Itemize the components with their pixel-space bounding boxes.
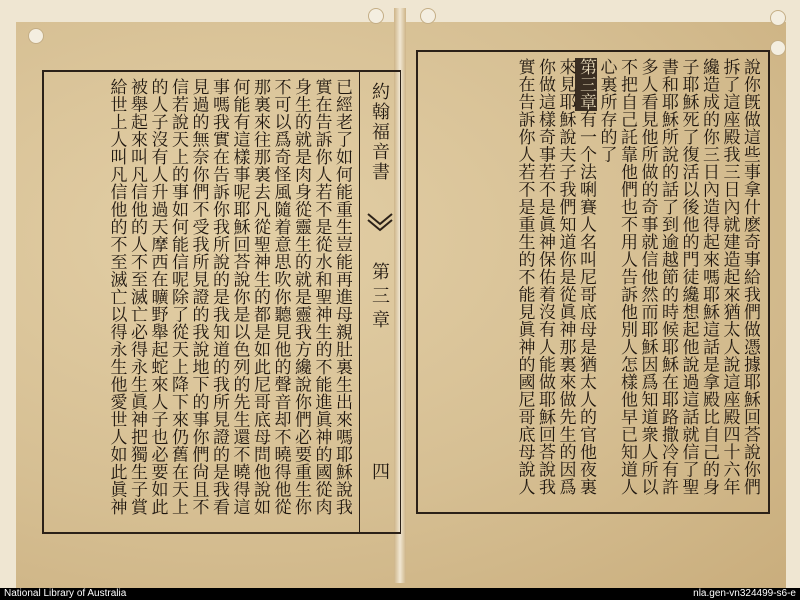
text-column: 的人子沒有人升過天摩西在曠野舉起蛇來人子也必要如此 [147,78,168,516]
text-column: 給世上人叫凡信他的不至滅亡以得永生他愛世人如此眞神 [106,78,127,516]
text-segment: 有一个法唎賽人名叫尼哥底母是猶太人的官他夜裏 [576,110,596,496]
text-column: 心裏所存的了 [596,58,617,163]
text-column: 子耶穌死了復活以後他的門徒纔想起他說過這話就信了聖 [678,58,699,496]
text-column [576,58,597,506]
binding-hole [28,28,44,44]
text-column: 信若說天上的事如何能信呢除了從天上降下來仍舊在天上 [168,78,188,516]
left-page [42,70,401,534]
binding-hole [420,8,436,24]
footer-bar [0,588,800,600]
page-number: 四 [369,462,390,482]
text-column: 來見耶穌說夫子我們知道你是從眞神那裏來做先生的因爲 [555,58,576,496]
fishtail-ornament-icon [366,212,394,234]
text-column: 被舉起來叫凡信他的人不至滅亡必得永生眞神把獨生子賞 [127,78,147,516]
text-column: 纔造成的你三日內造得起來嗎耶穌這話是拿殿比自己的身 [699,58,719,496]
footer-right-text: nla.gen-vn324499-s6-e [693,588,796,599]
text-column: 你做這樣奇事若不是眞神保佑着沒有人能做耶穌回荅說我 [535,58,555,496]
left-page-text [52,78,352,526]
right-page [416,50,770,514]
text-column: 不把自己託靠他們也不用人告訴他別人怎樣他早已知道人 [617,58,637,496]
text-column: 那裏來往那裏去凡從聖神生的都是如此尼哥底母問他說如 [250,78,270,516]
center-title-column [359,72,400,532]
text-column: 拆了這座殿我三日內就建造起來猶太人說這座殿四十六年 [719,58,740,496]
text-column: 不可以爲奇怪風隨着意思吹你聽見他的聲音却不曉得他從 [270,78,291,516]
text-column: 說你旣做這些事拿什麽奇事給我們做憑據耶穌回荅說你們 [740,58,760,496]
text-column: 實在告訴你人若不是從水和聖神生的不能進眞神的國從肉 [311,78,332,516]
chapter-badge: 第三章 [576,58,596,111]
book-title: 約翰福音書 [369,82,390,182]
right-page-text [426,58,760,506]
binding-hole [368,8,384,24]
chapter-label: 第三章 [369,262,390,334]
paper-right-edge [786,0,800,588]
text-column: 見過的無奈你們不受我所見證的我說地下的事你們尙且不 [188,78,209,516]
text-column: 身生的就是肉身從靈生的就是靈我方纔說你們必要重生你 [291,78,311,516]
paper-left-edge [0,0,16,588]
text-column: 何能有這樣事呢耶穌回荅說你是以色列的先生還不曉得這 [229,78,250,516]
binding-hole [770,10,786,26]
text-column: 實在告訴你人若不是重生的不能見眞神的國尼哥底母說人 [514,58,535,496]
text-column: 已經老了如何能重生豈能再進母親肚裏生出來嗎耶穌說我 [332,78,352,516]
text-column: 多人看見他所做的奇事就信他然而耶穌因爲知道衆人所以 [637,58,658,496]
footer-left-text: National Library of Australia [4,588,127,599]
binding-hole [770,40,786,56]
text-column: 事嗎我實在告訴你我所說的是我知道的我所見證的是我看 [209,78,229,516]
text-column: 書和耶穌所說的話了到逾越節的時候耶穌在耶路撒冷有許 [658,58,678,496]
